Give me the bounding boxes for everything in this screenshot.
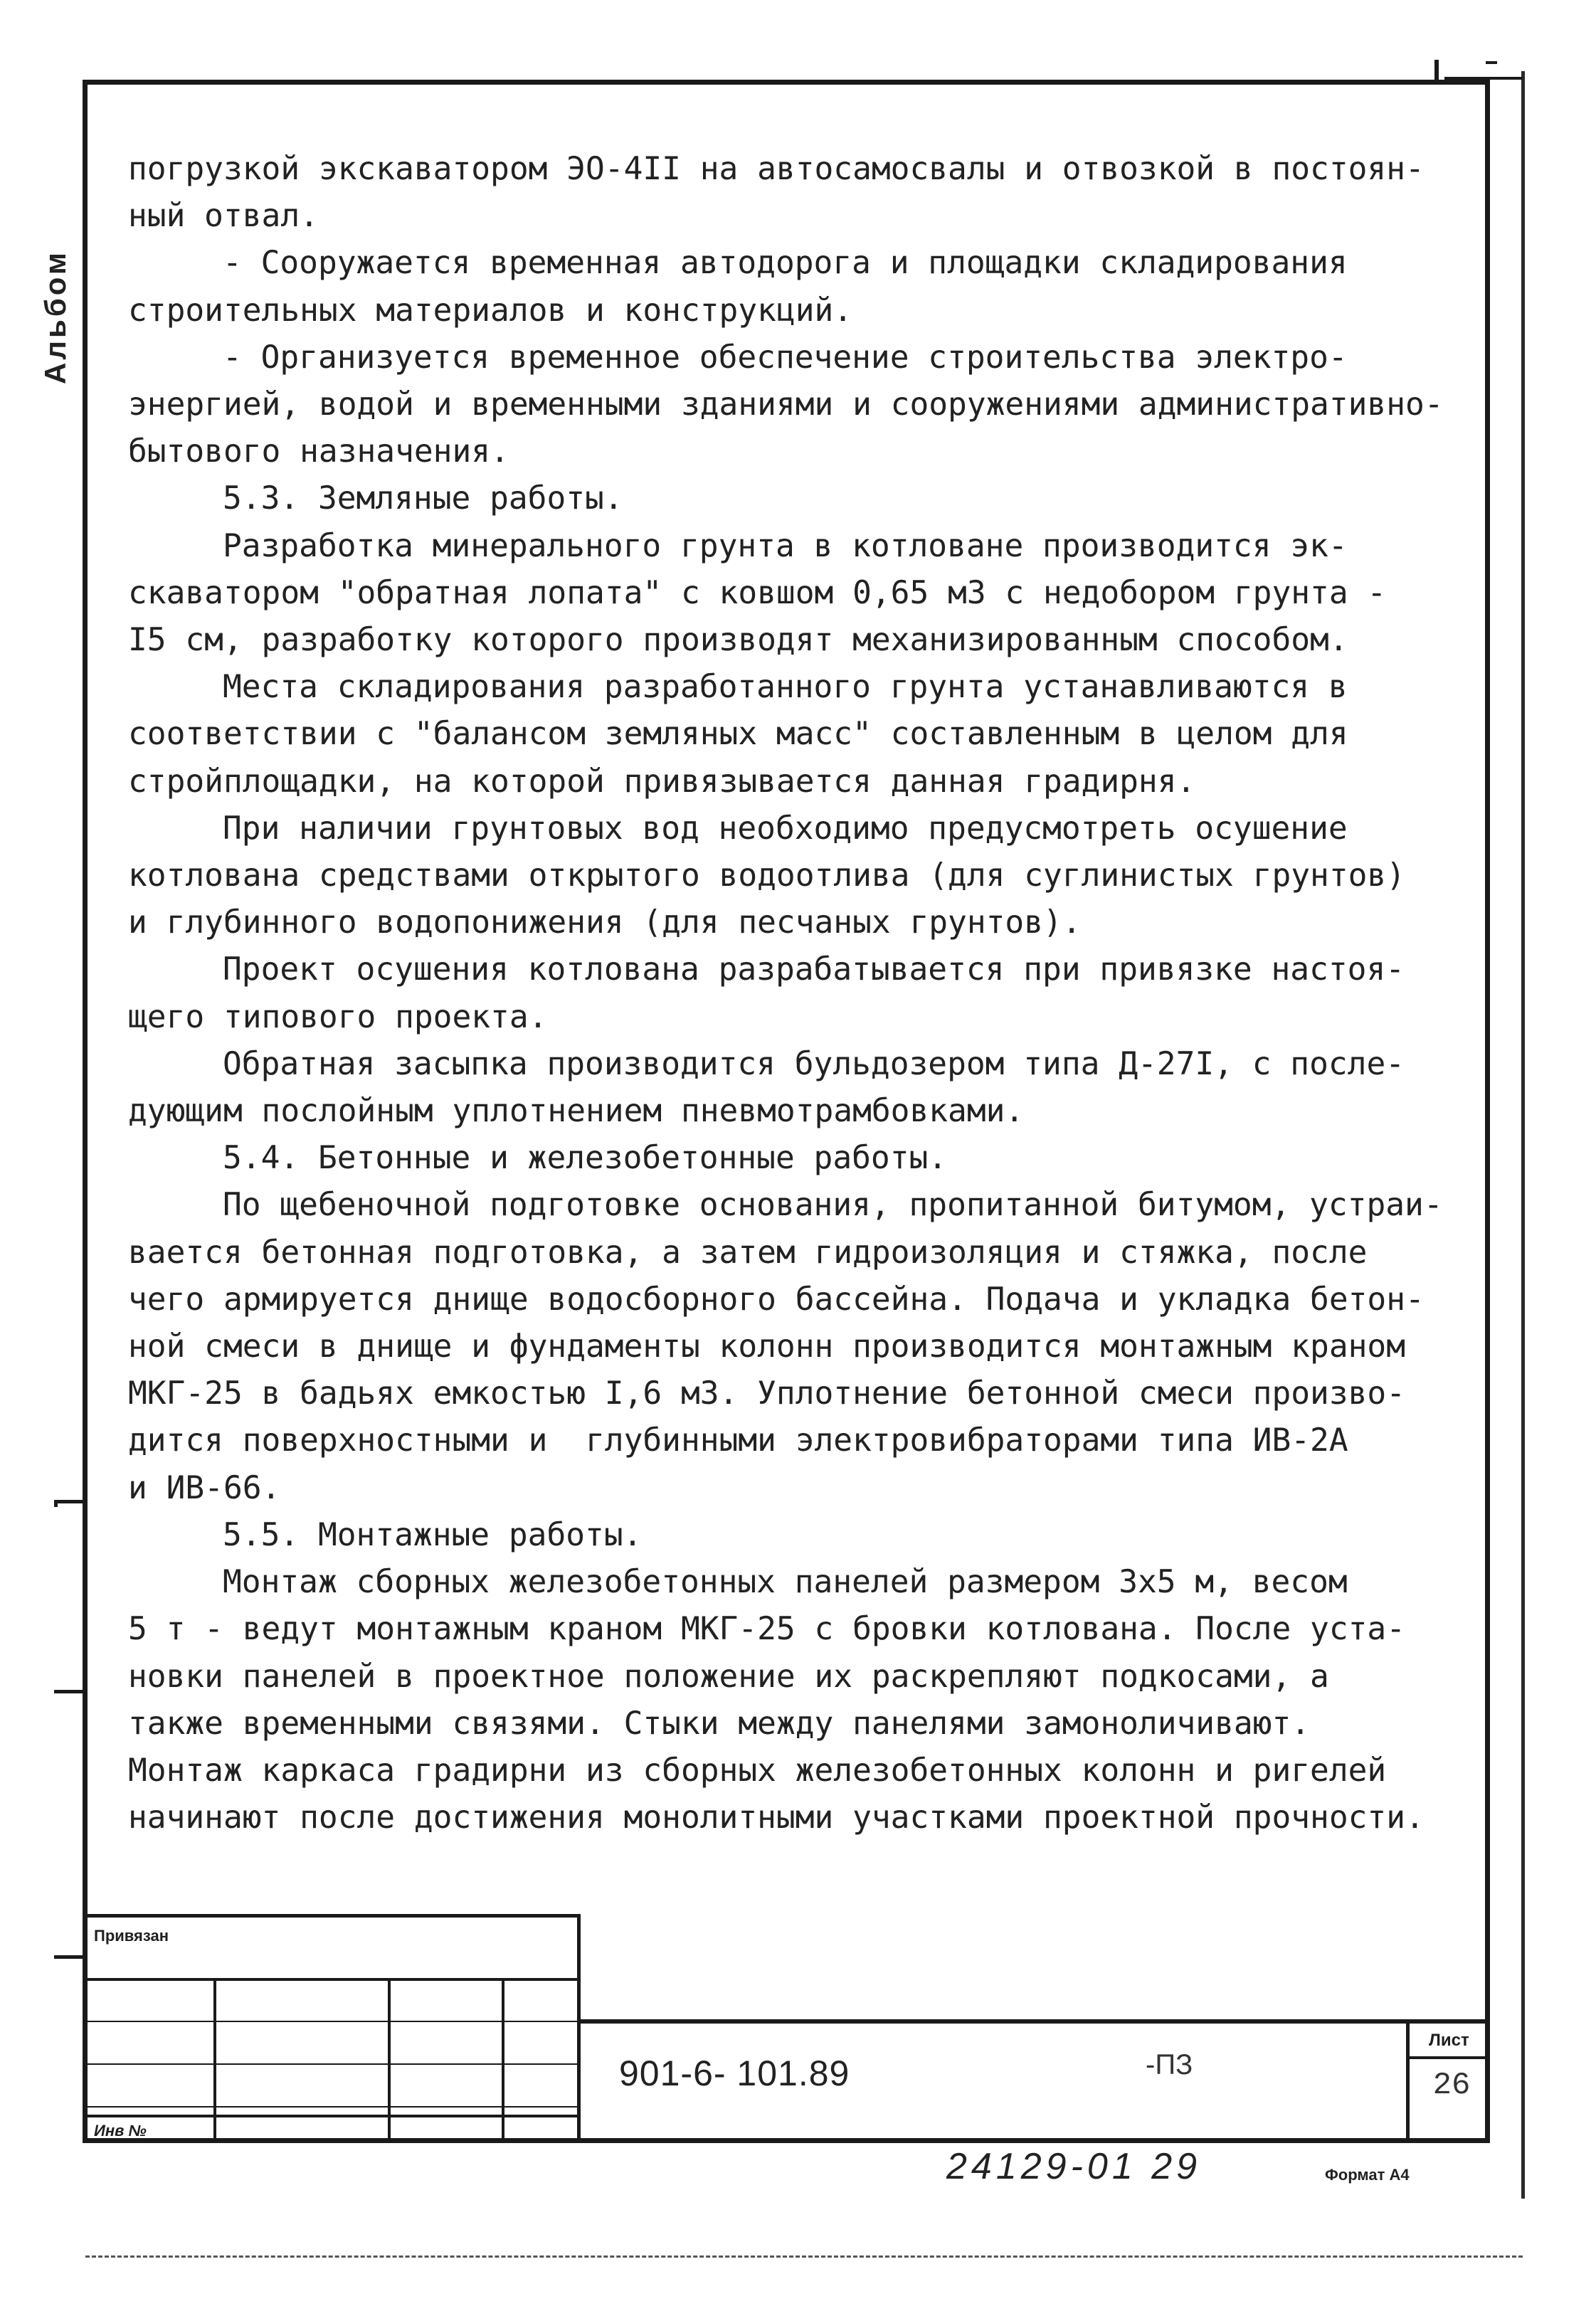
text-line: При наличии грунтовых вод необходимо предусмотреть осушение <box>223 810 1348 847</box>
stamp-line <box>213 1978 216 2143</box>
stamp-line <box>388 1978 391 2143</box>
text-line: и ИВ-66. <box>128 1469 281 1506</box>
stamp-line <box>502 1978 504 2143</box>
stamp-line <box>83 2115 581 2117</box>
frame-mark <box>1434 60 1439 83</box>
title-block-line <box>1406 2056 1490 2059</box>
text-line: Монтаж сборных железобетонных панелей размером 3х5 м, весом <box>223 1564 1348 1601</box>
text-line: вается бетонная подготовка, а затем гидроизоляция и стяжка, после <box>128 1234 1368 1271</box>
binding-tick <box>54 1500 58 1507</box>
body-text <box>128 146 1480 1841</box>
text-line: энергией, водой и временными зданиями и сооружениями административно- <box>128 386 1444 423</box>
binding-tick <box>54 1955 85 1959</box>
format-label: Формат А4 <box>1325 2166 1410 2184</box>
text-line: котлована средствами открытого водоотлива (для суглинистых грунтов) <box>128 857 1406 894</box>
text-line: соответствии с "балансом земляных масс" составленным в целом для <box>128 716 1348 753</box>
text-line: ной смеси в днище и фундаменты колонн производится монтажным краном <box>128 1328 1406 1365</box>
text-line: По щебеночной подготовке основания, пропитанной битумом, устраи- <box>223 1187 1443 1224</box>
title-block-line <box>578 2019 1490 2024</box>
album-side-label: Альбом <box>38 250 72 384</box>
text-line: Разработка минерального грунта в котловане производится эк- <box>223 527 1348 564</box>
stamp-line <box>83 2106 581 2108</box>
sheet-number: 26 <box>1432 2068 1471 2103</box>
binding-tick <box>54 1690 85 1693</box>
text-line: скаватором "обратная лопата" с ковшом 0,65 м3 с недобором грунта - <box>128 574 1387 611</box>
text-line: начинают после достижения монолитными участками проектной прочности. <box>128 1799 1425 1836</box>
outer-frame-line <box>1521 71 1525 2199</box>
text-line: Монтаж каркаса градирни из сборных железобетонных колонн и ригелей <box>128 1752 1387 1789</box>
text-line: 5.3. Земляные работы. <box>223 480 623 517</box>
text-line: Места складирования разработанного грунта устанавливаются в <box>223 669 1348 706</box>
stamp-line <box>83 2063 581 2065</box>
text-line: 5.5. Монтажные работы. <box>223 1516 643 1553</box>
text-line: чего армируется днище водосборного бассейна. Подача и укладка бетон- <box>128 1281 1425 1318</box>
document-code: 901-6- 101.89 <box>619 2053 850 2093</box>
text-line: МКГ-25 в бадьях емкостью I,6 м3. Уплотнение бетонной смеси произво- <box>128 1375 1406 1412</box>
text-line: Проект осушения котлована разрабатывается при привязке настоя- <box>223 951 1405 988</box>
stamp-line <box>83 2021 581 2022</box>
text-line: бытового назначения. <box>128 433 509 470</box>
text-line: погрузкой экскаватором ЭО-4II на автосамосвалы и отвозкой в постоян- <box>128 151 1425 187</box>
text-line: новки панелей в проектное положение их раскрепляют подкосами, а <box>128 1658 1329 1695</box>
text-line: дующим послойным уплотнением пневмотрамбовками. <box>128 1093 1025 1130</box>
sheet-label: Лист <box>1429 2031 1469 2050</box>
inv-label: Инв № <box>94 2122 147 2140</box>
stamp-line <box>83 1978 581 1981</box>
text-line: 5 т - ведут монтажным краном МКГ-25 с бровки котлована. После уста- <box>128 1611 1406 1648</box>
text-line: ный отвал. <box>128 198 319 235</box>
linked-label: Привязан <box>94 1927 169 1945</box>
text-line: - Сооружается временная автодорога и площадки складирования <box>223 245 1348 282</box>
text-line: стройплощадки, на которой привязывается данная градирня. <box>128 763 1196 800</box>
frame-mark <box>1444 77 1523 80</box>
title-block-stamp <box>83 1914 581 2143</box>
text-line: - Организуется временное обеспечение строительства электро- <box>223 339 1348 376</box>
inventory-number: 24129-01 29 <box>946 2146 1202 2187</box>
text-line: Обратная засыпка производится бульдозером типа Д-27I, с после- <box>223 1045 1405 1082</box>
text-line: I5 см, разработку которого производят механизированным способом. <box>128 622 1348 659</box>
text-line: 5.4. Бетонные и железобетонные работы. <box>223 1140 948 1177</box>
binding-tick <box>54 1500 85 1503</box>
frame-mark <box>1486 61 1497 64</box>
trim-line <box>85 2256 1523 2258</box>
document-mark: -ПЗ <box>1146 2049 1193 2080</box>
text-line: также временными связями. Стыки между панелями замоноличивают. <box>128 1705 1311 1742</box>
text-line: и глубинного водопонижения (для песчаных грунтов). <box>128 904 1082 941</box>
text-line: строительных материалов и конструкций. <box>128 292 853 329</box>
title-block-line <box>1406 2019 1410 2143</box>
text-line: дится поверхностными и глубинными электровибраторами типа ИВ-2А <box>128 1422 1348 1459</box>
text-line: щего типового проекта. <box>128 998 548 1035</box>
